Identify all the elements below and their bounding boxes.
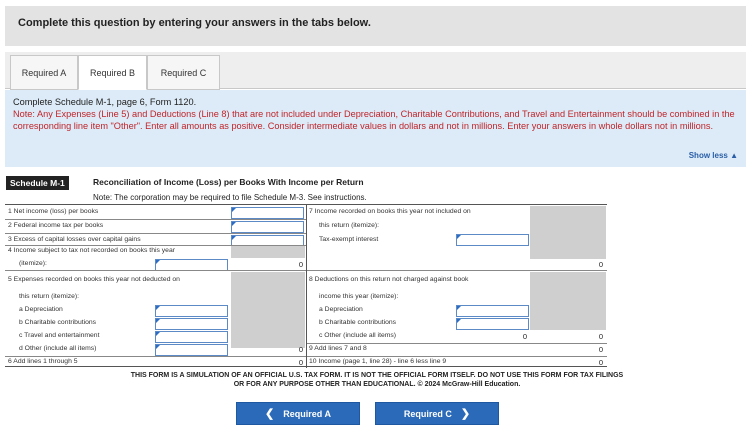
row-separator (5, 356, 306, 357)
line-8c-value: 0 (522, 332, 527, 341)
line-5-itemize: this return (itemize): (19, 293, 80, 300)
disclaimer-line-2: OR FOR ANY PURPOSE OTHER THAN EDUCATIONAL. © 2024 McGraw-Hill Education. (233, 381, 521, 388)
line-4-itemize: (itemize): (19, 260, 47, 267)
line-9-label: 9 Add lines 7 and 8 (309, 345, 367, 352)
next-button[interactable] (375, 402, 499, 425)
row-separator (307, 356, 607, 357)
line-8-itemize: income this year (itemize): (319, 293, 399, 300)
instructions-panel (5, 90, 746, 167)
line-3-label: 3 Excess of capital losses over capital gains (8, 236, 141, 243)
line-8-value: 0 (598, 332, 603, 341)
line-5-label: 5 Expenses recorded on books this year not deducted on (8, 276, 180, 283)
show-less-label[interactable]: Show less (688, 151, 728, 160)
line-5a-label: a Depreciation (19, 306, 63, 313)
row-separator (5, 219, 306, 220)
question-title: Complete this question by entering your answers in the tabs below. (18, 17, 371, 29)
line-1-label: 1 Net income (loss) per books (8, 208, 99, 215)
line-5-value: 0 (298, 345, 303, 354)
question-header (5, 6, 746, 46)
instructions-text: Complete Schedule M-1, page 6, Form 1120. (13, 97, 197, 107)
line-7-tax-exempt-label: Tax-exempt interest (319, 236, 379, 243)
line-4-shaded (231, 246, 305, 258)
row-separator (307, 343, 607, 344)
line-5d-input[interactable] (155, 344, 228, 356)
row-separator (5, 270, 306, 271)
line-8a-label: a Depreciation (319, 306, 363, 313)
line-5-shaded (231, 272, 305, 348)
line-4-label: 4 Income subject to tax not recorded on books this year (8, 247, 175, 254)
schedule-note: Note: The corporation may be required to file Schedule M-3. See instructions. (93, 193, 367, 202)
line-7-value: 0 (598, 260, 603, 269)
schedule-m1-form (5, 204, 607, 367)
prev-button[interactable] (236, 402, 360, 425)
tab-required-b[interactable]: Required B (78, 55, 147, 90)
triangle-up-icon: ▲ (730, 151, 738, 160)
line-1-input[interactable] (231, 207, 304, 219)
row-separator (5, 233, 306, 234)
instructions-note: Note: Any Expenses (Line 5) and Deductions (Line 8) that are not included under Depreciation, Charitable Contributions, and Travel and Entertainment should be combined in the corresponding line item "Other". Enter all amounts as positive. Consider intermediate values in dollars and not in millions. Enter your answers in whole dollars not in millions. (13, 109, 735, 131)
tab-required-a[interactable]: Required A (10, 55, 78, 90)
chevron-right-icon: ❯ (460, 408, 471, 420)
tab-required-c[interactable]: Required C (147, 55, 220, 90)
line-7-shaded (530, 206, 606, 259)
line-8-shaded (530, 272, 606, 330)
line-5d-label: d Other (include all items) (19, 345, 97, 352)
tab-bar (5, 52, 746, 89)
line-4-value: 0 (298, 260, 303, 269)
show-less-link[interactable] (689, 150, 738, 162)
line-10-label: 10 Income (page 1, line 28) - line 6 less line 9 (309, 358, 447, 365)
line-8b-input[interactable] (456, 318, 529, 330)
line-5b-input[interactable] (155, 318, 228, 330)
line-8a-input[interactable] (456, 305, 529, 317)
line-10-value: 0 (598, 358, 603, 367)
disclaimer-line-1: THIS FORM IS A SIMULATION OF AN OFFICIAL U.S. TAX FORM. IT IS NOT THE OFFICIAL FORM ITSELF. DO NOT USE THIS FORM FOR TAX FILINGS (130, 372, 624, 379)
line-5c-label: c Travel and entertainment (19, 332, 100, 339)
line-7-label: 7 Income recorded on books this year not included on (309, 208, 471, 215)
line-8b-label: b Charitable contributions (319, 319, 397, 326)
line-2-input[interactable] (231, 221, 304, 233)
schedule-label: Schedule M-1 (6, 176, 69, 190)
schedule-heading: Reconciliation of Income (Loss) per Books With Income per Return (93, 177, 364, 187)
row-separator (307, 270, 607, 271)
line-9-value: 0 (598, 345, 603, 354)
prev-button-label: Required A (283, 408, 331, 419)
line-5c-input[interactable] (155, 331, 228, 343)
line-8-label: 8 Deductions on this return not charged against book (309, 276, 469, 283)
disclaimer (0, 371, 754, 389)
next-button-label: Required C (403, 408, 452, 419)
line-7-itemize: this return (itemize): (319, 222, 380, 229)
line-6-value: 0 (298, 358, 303, 367)
line-6-label: 6 Add lines 1 through 5 (8, 358, 78, 365)
line-7-tax-exempt-input[interactable] (456, 234, 529, 246)
line-8c-label: c Other (include all items) (319, 332, 397, 339)
line-5b-label: b Charitable contributions (19, 319, 97, 326)
chevron-left-icon: ❮ (265, 408, 275, 420)
line-2-label: 2 Federal income tax per books (8, 222, 104, 229)
line-5a-input[interactable] (155, 305, 228, 317)
